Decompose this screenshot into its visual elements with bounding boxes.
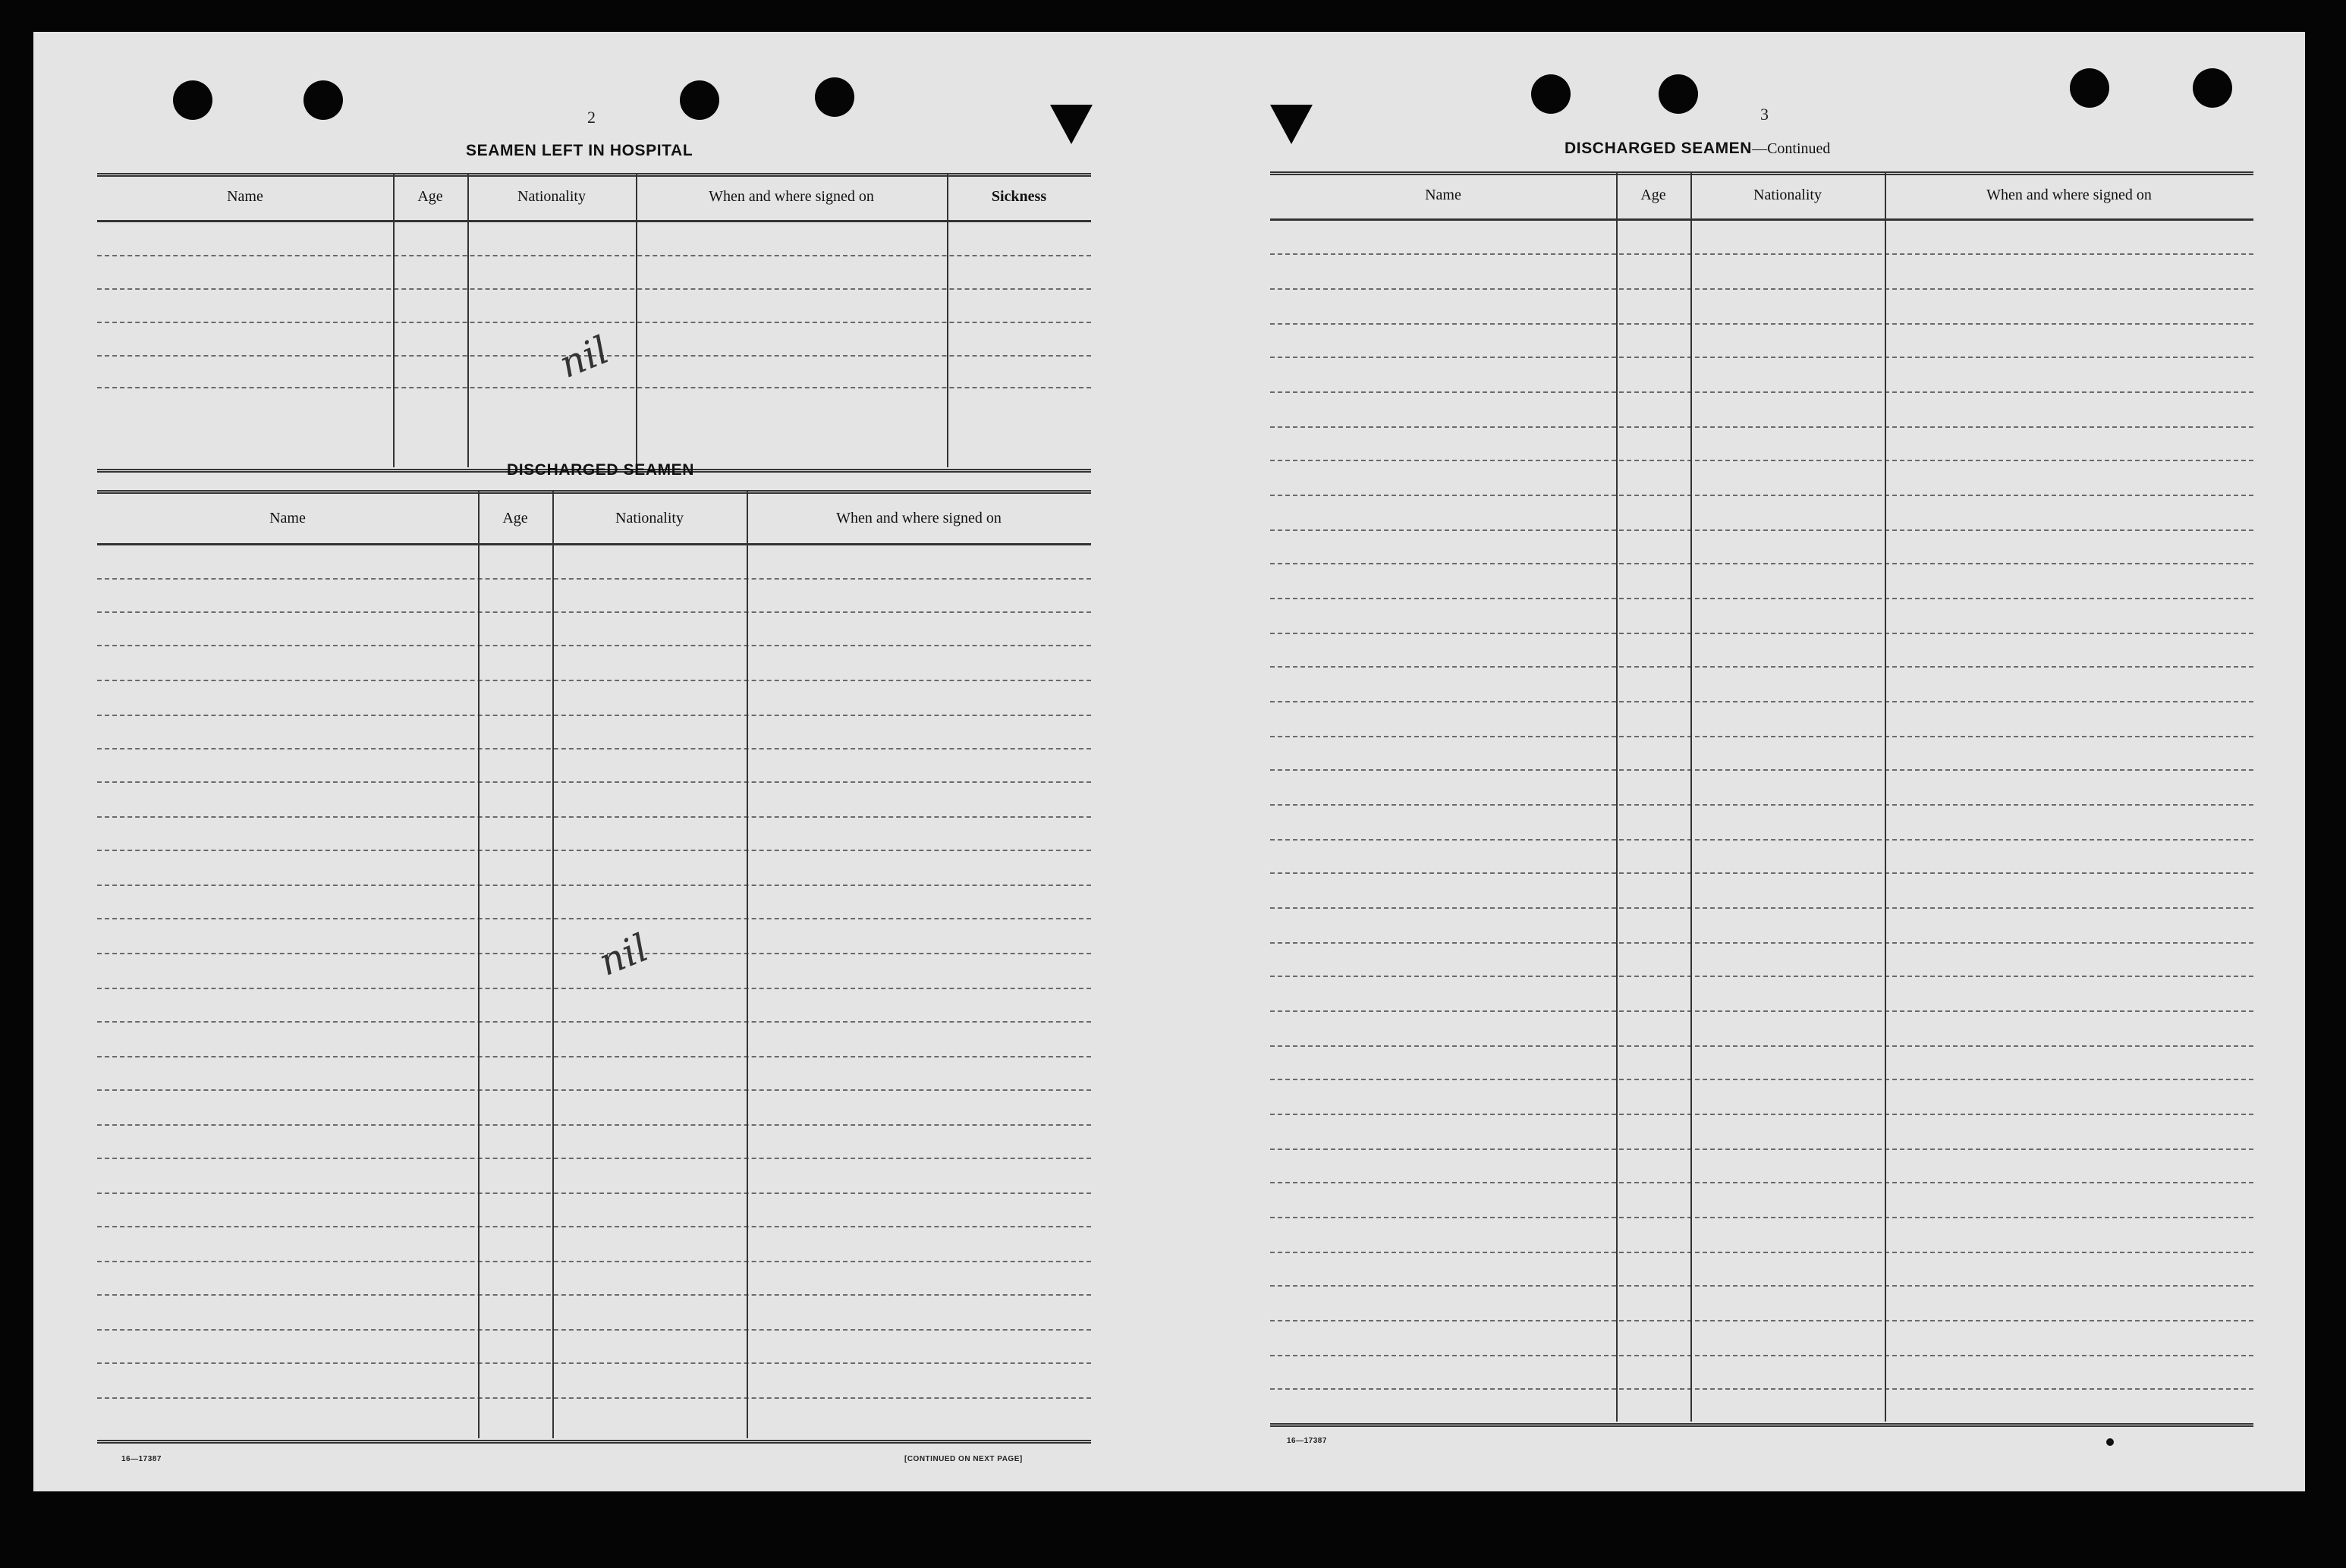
title-suffix: —Continued <box>1752 140 1831 157</box>
discharged-continued-table <box>1270 171 2253 1432</box>
punch-hole <box>2070 68 2109 108</box>
col-name: Name <box>227 188 263 205</box>
col-nationality: Nationality <box>517 188 586 205</box>
punch-hole <box>1050 105 1093 144</box>
discharged-section-title: DISCHARGED SEAMEN <box>507 461 695 479</box>
handwritten-nil: nil <box>593 925 655 985</box>
hospital-table <box>97 173 1091 476</box>
hospital-section-title: SEAMEN LEFT IN HOSPITAL <box>466 142 693 159</box>
punch-hole <box>173 80 212 120</box>
discharged-table <box>97 490 1091 1450</box>
left-page <box>33 32 1171 1491</box>
punch-hole <box>1659 74 1698 114</box>
ink-speck <box>2106 1438 2114 1446</box>
handwritten-nil: nil <box>553 328 615 387</box>
col-name: Name <box>269 510 306 526</box>
punch-hole <box>680 80 719 120</box>
col-name: Name <box>1425 187 1461 203</box>
col-when-where: When and where signed on <box>709 188 874 205</box>
form-number: 16—17387 <box>121 1455 162 1463</box>
punch-hole <box>2193 68 2232 108</box>
right-page <box>1171 32 2305 1491</box>
punch-hole <box>1270 105 1313 144</box>
page-number: 2 <box>587 108 596 127</box>
col-age: Age <box>417 188 443 205</box>
col-sickness: Sickness <box>991 188 1047 205</box>
punch-hole <box>815 77 854 117</box>
form-number: 16—17387 <box>1287 1437 1327 1445</box>
page-number: 3 <box>1760 105 1769 124</box>
punch-hole <box>1531 74 1571 114</box>
section-title: DISCHARGED SEAMEN—Continued <box>1565 140 1831 157</box>
col-when-where: When and where signed on <box>1986 187 2152 203</box>
punch-hole <box>303 80 343 120</box>
continued-note: [CONTINUED ON NEXT PAGE] <box>904 1455 1023 1463</box>
col-age: Age <box>502 510 528 526</box>
col-nationality: Nationality <box>1753 187 1822 203</box>
col-nationality: Nationality <box>615 510 684 526</box>
col-age: Age <box>1640 187 1666 203</box>
col-when-where: When and where signed on <box>836 510 1002 526</box>
document-sheet <box>33 32 2305 1491</box>
